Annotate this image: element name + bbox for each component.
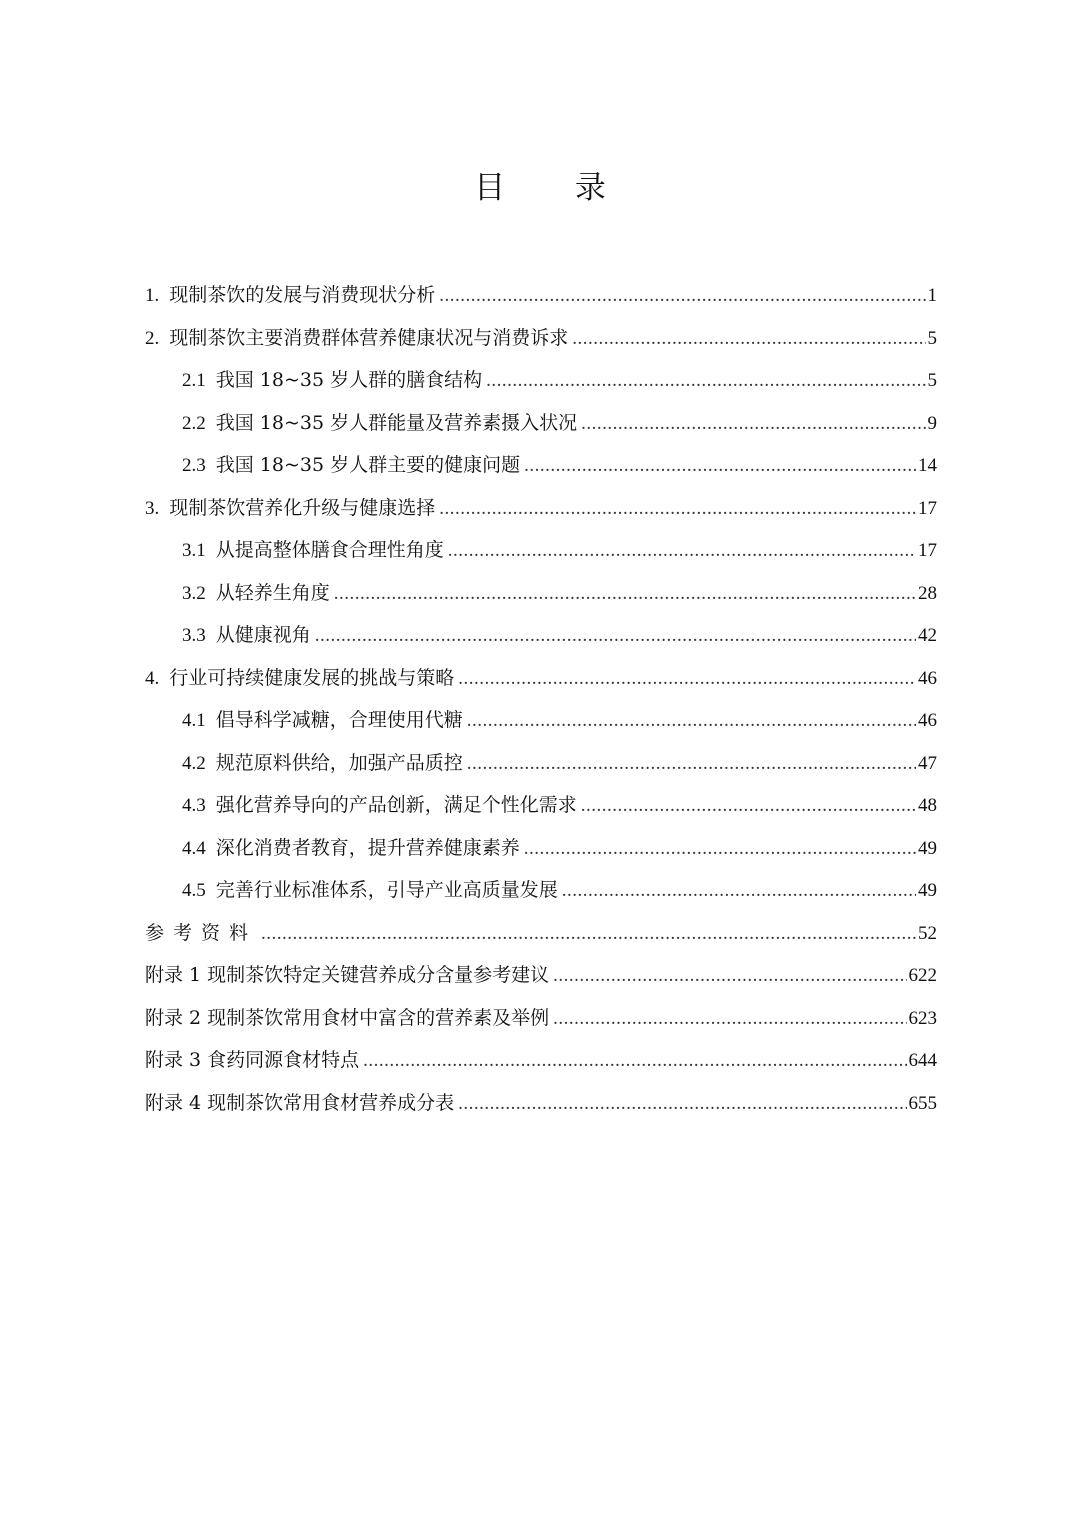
toc-entry[interactable]: [145, 359, 937, 402]
toc-entry[interactable]: [145, 1039, 937, 1082]
dot-leader: [363, 1040, 906, 1083]
toc-entry-label: 附录 4 现制茶饮常用食材营养成分表: [145, 1091, 455, 1114]
toc-entry[interactable]: [145, 699, 937, 742]
toc-entry-page-number: 14: [918, 455, 937, 476]
toc-entry-label: 附录 2 现制茶饮常用食材中富含的营养素及举例: [145, 1006, 550, 1029]
toc-entry-page-number: 46: [918, 667, 937, 689]
toc-entry-page-number: 52: [918, 922, 937, 944]
toc-entry-label: 我国 18~35 岁人群能量及营养素摄入状况: [215, 411, 578, 434]
toc-entry-page-number: 49: [918, 880, 937, 901]
toc-entry-page-number: 28: [918, 582, 937, 604]
dot-leader: [486, 360, 925, 403]
toc-entry-number: 2.: [145, 327, 160, 349]
toc-entry[interactable]: [145, 954, 937, 997]
dot-leader: [524, 828, 916, 871]
dot-leader: [581, 403, 925, 446]
toc-entry-number: 3.3: [182, 625, 206, 646]
toc-entry-label: 规范原料供给，加强产品质控: [215, 751, 463, 774]
toc-entry[interactable]: [145, 614, 937, 657]
dot-leader: [458, 658, 916, 701]
toc-entry-page-number: 5: [927, 370, 937, 391]
toc-entry[interactable]: [145, 274, 937, 317]
toc-entry-label: 现制茶饮营养化升级与健康选择: [169, 496, 436, 519]
toc-entry-page-number: 49: [918, 837, 937, 859]
toc-entry-label: 附录 3 食药同源食材特点: [145, 1049, 360, 1071]
toc-entry-page-number: 47: [918, 752, 937, 774]
dot-leader: [315, 615, 916, 658]
toc-entry-label: 从健康视角: [215, 624, 311, 646]
dot-leader: [553, 955, 906, 998]
toc-entry[interactable]: [145, 402, 937, 445]
toc-entry-page-number: 46: [918, 710, 937, 731]
toc-entry[interactable]: [145, 827, 937, 870]
toc-entry-label: 从提高整体膳食合理性角度: [215, 539, 444, 561]
toc-entry[interactable]: [145, 1082, 937, 1125]
toc-entry-page-number: 623: [908, 1007, 937, 1029]
toc-entry-page-number: 9: [927, 412, 937, 434]
toc-entry-label: 深化消费者教育，提升营养健康素养: [215, 836, 520, 859]
toc-entry-number: 3.1: [182, 540, 206, 561]
toc-entry-page-number: 5: [927, 327, 937, 349]
toc-entry[interactable]: [145, 572, 937, 615]
toc-entry-page-number: 17: [918, 540, 937, 561]
toc-entry-label: 行业可持续健康发展的挑战与策略: [169, 666, 455, 689]
toc-entry[interactable]: [145, 444, 937, 487]
dot-leader: [458, 1083, 906, 1126]
toc-entry-label: 参考资料: [145, 921, 258, 944]
toc-entry-number: 3.: [145, 497, 160, 519]
toc-entry-label: 我国 18~35 岁人群的膳食结构: [215, 369, 483, 391]
dot-leader: [448, 530, 916, 573]
toc-entry-page-number: 17: [918, 497, 937, 519]
toc-entry-number: 4.2: [182, 752, 206, 774]
dot-leader: [467, 700, 916, 743]
dot-leader: [572, 318, 925, 361]
dot-leader: [467, 743, 916, 786]
table-of-contents: [145, 274, 937, 1124]
toc-entry-number: 3.2: [182, 582, 206, 604]
toc-entry[interactable]: [145, 657, 937, 700]
dot-leader: [553, 998, 906, 1041]
toc-entry[interactable]: [145, 869, 937, 912]
toc-entry-number: 4.5: [182, 880, 206, 901]
toc-entry-number: 4.4: [182, 837, 206, 859]
toc-entry-label: 从轻养生角度: [215, 581, 330, 604]
toc-entry-label: 现制茶饮主要消费群体营养健康状况与消费诉求: [169, 326, 569, 349]
toc-entry-page-number: 622: [908, 965, 937, 986]
toc-entry[interactable]: [145, 529, 937, 572]
dot-leader: [439, 488, 916, 531]
toc-entry-page-number: 42: [918, 625, 937, 646]
dot-leader: [562, 870, 916, 913]
toc-entry-label: 倡导科学减糖，合理使用代糖: [215, 709, 463, 731]
toc-entry-number: 4.: [145, 667, 160, 689]
toc-entry-page-number: 655: [908, 1092, 937, 1114]
toc-entry[interactable]: [145, 784, 937, 827]
toc-entry-number: 4.3: [182, 795, 206, 816]
toc-entry[interactable]: [145, 997, 937, 1040]
dot-leader: [439, 275, 925, 318]
toc-entry-number: 2.1: [182, 370, 206, 391]
toc-entry[interactable]: [145, 742, 937, 785]
toc-entry-label: 附录 1 现制茶饮特定关键营养成分含量参考建议: [145, 964, 550, 986]
page-title: 目 录: [474, 170, 636, 206]
toc-entry-number: 2.2: [182, 412, 206, 434]
toc-entry-label: 完善行业标准体系，引导产业高质量发展: [215, 879, 558, 901]
toc-entry[interactable]: [145, 912, 937, 955]
toc-entry-number: 1.: [145, 285, 160, 306]
dot-leader: [581, 785, 916, 828]
dot-leader: [261, 913, 916, 956]
dot-leader: [334, 573, 916, 616]
toc-entry-page-number: 48: [918, 795, 937, 816]
toc-entry-number: 4.1: [182, 710, 206, 731]
toc-entry-page-number: 644: [908, 1050, 937, 1071]
dot-leader: [524, 445, 916, 488]
toc-entry[interactable]: [145, 487, 937, 530]
toc-entry-number: 2.3: [182, 455, 206, 476]
toc-entry-label: 我国 18~35 岁人群主要的健康问题: [215, 454, 521, 476]
toc-entry-label: 强化营养导向的产品创新，满足个性化需求: [215, 794, 577, 816]
toc-entry[interactable]: [145, 317, 937, 360]
toc-entry-label: 现制茶饮的发展与消费现状分析: [169, 284, 436, 306]
toc-entry-page-number: 1: [927, 285, 937, 306]
